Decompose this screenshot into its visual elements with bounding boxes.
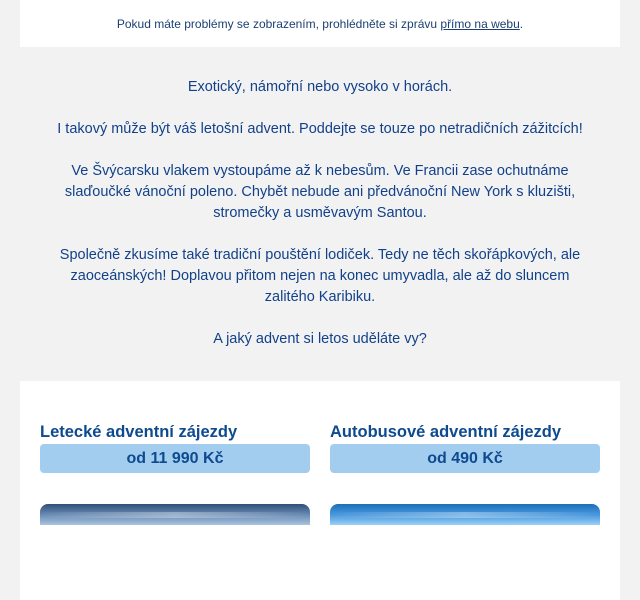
intro-text-section bbox=[20, 47, 620, 381]
offer-card-bus bbox=[330, 421, 600, 473]
view-online-bar bbox=[20, 0, 620, 47]
offers-section bbox=[20, 381, 620, 600]
offer-title[interactable]: Letecké adventní zájezdy bbox=[40, 423, 238, 441]
intro-paragraph: Společně zkusíme také tradiční pouštění lodiček. Tedy ne těch skořápkových, ale zaoceánských! Doplavou přitom nejen na konec umyvadla, ale až do sluncem zalitého Karibiku. bbox=[59, 247, 581, 305]
intro-paragraph: Ve Švýcarsku vlakem vystoupáme až k nebesům. Ve Francii zase ochutnáme slaďoučké vánoční poleno. Chybět nebude ani předvánoční New York s kluzišti, stromečky a usměvavým Santou. bbox=[64, 163, 576, 221]
offer-image-flights[interactable] bbox=[40, 504, 310, 525]
notice-period: . bbox=[519, 16, 524, 31]
intro-paragraph: I takový může být váš letošní advent. Poddejte se touze po netradičních zážitcích! bbox=[57, 121, 583, 137]
offer-price-button[interactable]: od 490 Kč bbox=[330, 444, 600, 473]
offer-image-bus[interactable] bbox=[330, 504, 600, 525]
offer-title[interactable]: Autobusové adventní zájezdy bbox=[330, 423, 562, 441]
view-on-web-link[interactable]: přímo na webu bbox=[440, 16, 520, 31]
intro-paragraph: Exotický, námořní nebo vysoko v horách. bbox=[187, 79, 453, 95]
offer-card-flights bbox=[40, 421, 310, 473]
offer-price-button[interactable]: od 11 990 Kč bbox=[40, 444, 310, 473]
intro-paragraph: A jaký advent si letos uděláte vy? bbox=[213, 331, 427, 347]
view-online-notice: Pokud máte problémy se zobrazením, prohlédněte si zprávu bbox=[116, 16, 438, 31]
